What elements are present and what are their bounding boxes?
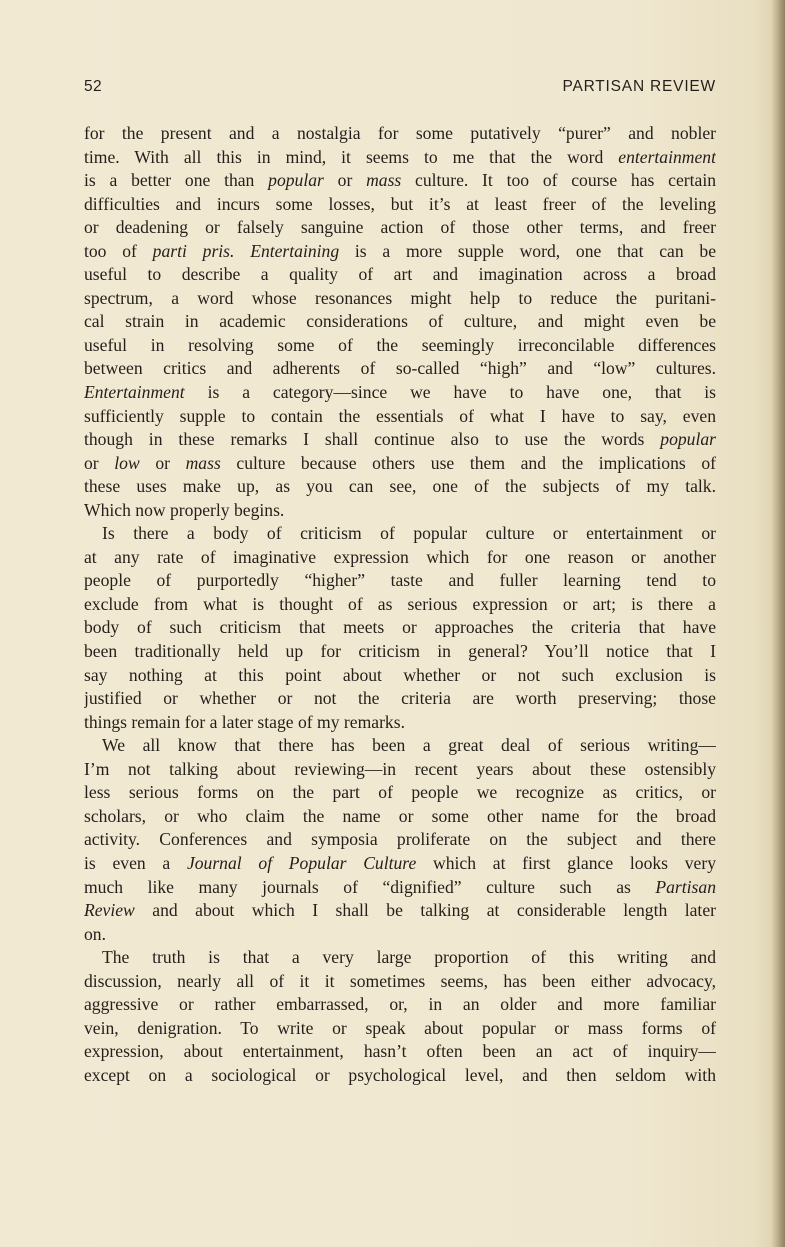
text-line — [84, 734, 716, 758]
text-line — [84, 405, 716, 429]
page-number: 52 — [84, 78, 103, 95]
journal-title: PARTISAN REVIEW — [562, 78, 716, 95]
text-run: is a category—since we have to have one, that is — [184, 382, 716, 403]
italic-run: entertainment — [618, 146, 716, 167]
text-run: scholars, or who claim the name or some other name for the broad — [84, 805, 716, 826]
text-line — [84, 616, 716, 640]
text-run: discussion, nearly all of it it sometimes seems, has been either advocacy, — [84, 970, 716, 991]
text-line — [84, 1064, 716, 1088]
text-line — [84, 970, 716, 994]
text-run: Is there a body of criticism of popular culture or entertainment or — [102, 523, 716, 544]
text-line — [84, 122, 716, 146]
text-run: at any rate of imaginative expression which for one reason or another — [84, 546, 716, 567]
text-run: or — [84, 452, 115, 473]
text-run: body of such criticism that meets or approaches the criteria that have — [84, 617, 716, 638]
text-run: activity. Conferences and symposia proliferate on the subject and there — [84, 829, 716, 850]
text-line — [84, 216, 716, 240]
text-line — [84, 240, 716, 264]
text-line — [84, 993, 716, 1017]
text-run: I’m not talking about reviewing—in recent years about these ostensibly — [84, 758, 716, 779]
text-line — [84, 946, 716, 970]
text-run: difficulties and incurs some losses, but it’s at least freer of the leveling — [84, 193, 716, 214]
text-line — [84, 381, 716, 405]
text-line — [84, 923, 716, 947]
text-run: is a more supple word, one that can be — [339, 240, 716, 261]
text-run: cal strain in academic considerations of culture, and might even be — [84, 311, 716, 332]
text-run: vein, denigration. To write or speak about popular or mass forms of — [84, 1017, 716, 1038]
text-run: things remain for a later stage of my remarks. — [84, 711, 405, 732]
text-line — [84, 758, 716, 782]
italic-run: mass — [185, 452, 221, 473]
text-line — [84, 522, 716, 546]
text-run: been traditionally held up for criticism in general? You’ll notice that I — [84, 641, 716, 662]
text-line — [84, 805, 716, 829]
text-run: less serious forms on the part of people we recognize as critics, or — [84, 782, 716, 803]
text-line — [84, 711, 716, 735]
text-line — [84, 1017, 716, 1041]
italic-run: Journal of Popular Culture — [186, 852, 417, 873]
text-line — [84, 1040, 716, 1064]
text-line — [84, 357, 716, 381]
text-run: these uses make up, as you can see, one of the subjects of my talk. — [84, 476, 716, 497]
text-run: We all know that there has been a great deal of serious writing— — [102, 735, 716, 756]
text-line — [84, 499, 716, 523]
text-line — [84, 593, 716, 617]
text-line — [84, 287, 716, 311]
text-line — [84, 828, 716, 852]
text-run: The truth is that a very large proportion of this writing and — [102, 947, 716, 968]
italic-run: parti pris. Entertaining — [152, 240, 340, 261]
page-binding-edge — [771, 0, 785, 1247]
text-line — [84, 640, 716, 664]
text-run: justified or whether or not the criteria are worth preserving; those — [84, 688, 716, 709]
text-run: sufficiently supple to contain the essentials of what I have to say, even — [84, 405, 716, 426]
text-line — [84, 146, 716, 170]
text-run: spectrum, a word whose resonances might help to reduce the puritani- — [84, 287, 716, 308]
text-run: though in these remarks I shall continue also to use the words — [84, 429, 661, 450]
text-run: useful to describe a quality of art and imagination across a broad — [84, 264, 716, 285]
text-run: is even a — [84, 852, 187, 873]
italic-run: popular — [660, 429, 716, 450]
text-run: too of — [84, 240, 153, 261]
italic-run: Entertainment — [84, 382, 185, 403]
text-line — [84, 452, 716, 476]
text-run: and about which I shall be talking at considerable length later — [134, 900, 716, 921]
text-run: culture because others use them and the implications of — [220, 452, 716, 473]
text-line — [84, 334, 716, 358]
text-line — [84, 263, 716, 287]
text-line — [84, 310, 716, 334]
italic-run: popular — [268, 170, 324, 191]
running-head — [84, 78, 716, 100]
italic-run: low — [114, 452, 140, 473]
body-text — [84, 122, 716, 1087]
text-line — [84, 546, 716, 570]
text-line — [84, 781, 716, 805]
text-run: time. With all this in mind, it seems to me that the word — [84, 146, 619, 167]
text-run: on. — [84, 923, 106, 944]
text-line — [84, 569, 716, 593]
text-line — [84, 193, 716, 217]
text-run: culture. It too of course has certain — [401, 170, 716, 191]
text-line — [84, 475, 716, 499]
italic-run: mass — [366, 170, 402, 191]
text-line — [84, 664, 716, 688]
text-line — [84, 852, 716, 876]
italic-run: Partisan — [655, 876, 716, 897]
text-run: is a better one than — [84, 170, 269, 191]
text-run: useful in resolving some of the seemingly irreconcilable differences — [84, 334, 716, 355]
text-run: people of purportedly “higher” taste and fuller learning tend to — [84, 570, 716, 591]
text-run: except on a sociological or psychological level, and then seldom with — [84, 1064, 716, 1085]
text-line — [84, 876, 716, 900]
text-line — [84, 428, 716, 452]
text-run: for the present and a nostalgia for some putatively “purer” and nobler — [84, 123, 716, 143]
text-run: between critics and adherents of so-called “high” and “low” cultures. — [84, 358, 716, 379]
text-run: or deadening or falsely sanguine action of those other terms, and freer — [84, 217, 716, 238]
italic-run: Review — [84, 900, 135, 921]
text-run: aggressive or rather embarrassed, or, in an older and more familiar — [84, 994, 716, 1015]
text-run: say nothing at this point about whether or not such exclusion is — [84, 664, 716, 685]
text-run: or — [139, 452, 186, 473]
text-line — [84, 899, 716, 923]
text-run: much like many journals of “dignified” culture such as — [84, 876, 656, 897]
text-run: which at first glance looks very — [416, 852, 716, 873]
text-line — [84, 169, 716, 193]
text-run: exclude from what is thought of as serious expression or art; is there a — [84, 593, 716, 614]
text-run: expression, about entertainment, hasn’t often been an act of inquiry— — [84, 1041, 716, 1062]
text-line — [84, 687, 716, 711]
text-run: Which now properly begins. — [84, 499, 285, 520]
text-run: or — [323, 170, 367, 191]
